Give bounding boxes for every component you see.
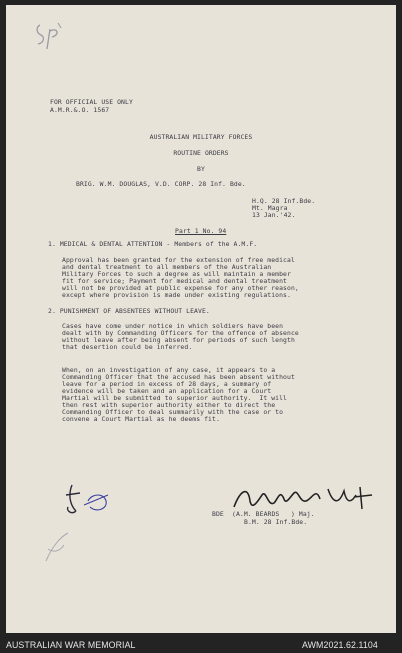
section2-line: Commanding Officer that the accused has been absent without <box>62 373 295 381</box>
section1-line: fit for service; Payment for medical and dental treatment <box>62 277 288 285</box>
pencil-annotation <box>30 19 70 53</box>
header-reference: A.M.R.&.O. 1567 <box>50 106 110 114</box>
section2-line: Martial will be submitted to superior authority. It will <box>62 394 288 402</box>
section2-line: then rest with superior authority either to direct the <box>62 401 276 409</box>
footer-accession-number: AWM2021.62.1104 <box>302 640 378 650</box>
section2-line: without leave after being absent for periods of such length <box>62 336 295 344</box>
section1-line: and dental treatment to all members of the Australian <box>62 263 272 271</box>
location-place: Mt. Magra <box>252 204 288 212</box>
section1-heading: 1. MEDICAL & DENTAL ATTENTION - Members of the A.M.F. <box>48 240 258 248</box>
signature-rank: ) Maj. <box>291 510 315 518</box>
title-routine-orders: ROUTINE ORDERS <box>173 149 229 157</box>
location-date: 13 Jan.'42. <box>252 211 296 219</box>
section2-line: When, on an investigation of any case, it appears to a <box>62 366 276 374</box>
signature-unit: B.M. 28 Inf.Bde. <box>244 518 308 526</box>
section2-line: convene a Court Martial as he deems fit. <box>62 415 220 423</box>
section2-line: that desertion could be inferred. <box>62 343 193 351</box>
title-by: BY <box>197 165 205 173</box>
section2-line: leave for a period in excess of 28 days, a summary of <box>62 380 272 388</box>
handwritten-initials <box>58 481 118 521</box>
location-hq: H.Q. 28 Inf.Bde. <box>252 197 316 205</box>
document-page <box>6 5 396 633</box>
section2-line: dealt with by Commanding Officers for the offence of absence <box>62 329 299 337</box>
section1-line: Military Forces to such a degree as will maintain a member <box>62 270 291 278</box>
signature-bde: BDE <box>212 510 224 518</box>
section1-line: Approval has been granted for the extension of free medical <box>62 256 295 264</box>
signature-name: (A.M. BEARDS <box>232 510 280 518</box>
section2-line: Commanding Officer to deal summarily with the case or to <box>62 408 284 416</box>
section1-line: except where provision is made under existing regulations. <box>62 291 291 299</box>
pencil-scribble <box>38 527 78 567</box>
section1-line: will not be provided at public expense for any other reason, <box>62 284 299 292</box>
part-number: Part 1 No. 94 <box>175 227 227 235</box>
title-military-forces: AUSTRALIAN MILITARY FORCES <box>149 133 253 141</box>
section2-heading: 2. PUNISHMENT OF ABSENTEES WITHOUT LEAVE. <box>48 307 210 315</box>
footer-institution: AUSTRALIAN WAR MEMORIAL <box>6 640 136 650</box>
section2-line: Cases have come under notice in which soldiers have been <box>62 322 284 330</box>
header-official-use: FOR OFFICIAL USE ONLY <box>50 98 133 106</box>
title-commander: BRIG. W.M. DOUGLAS, V.D. CORP. 28 Inf. Bde. <box>76 180 246 188</box>
section2-line: evidence will be taken and an application for a Court <box>62 387 272 395</box>
